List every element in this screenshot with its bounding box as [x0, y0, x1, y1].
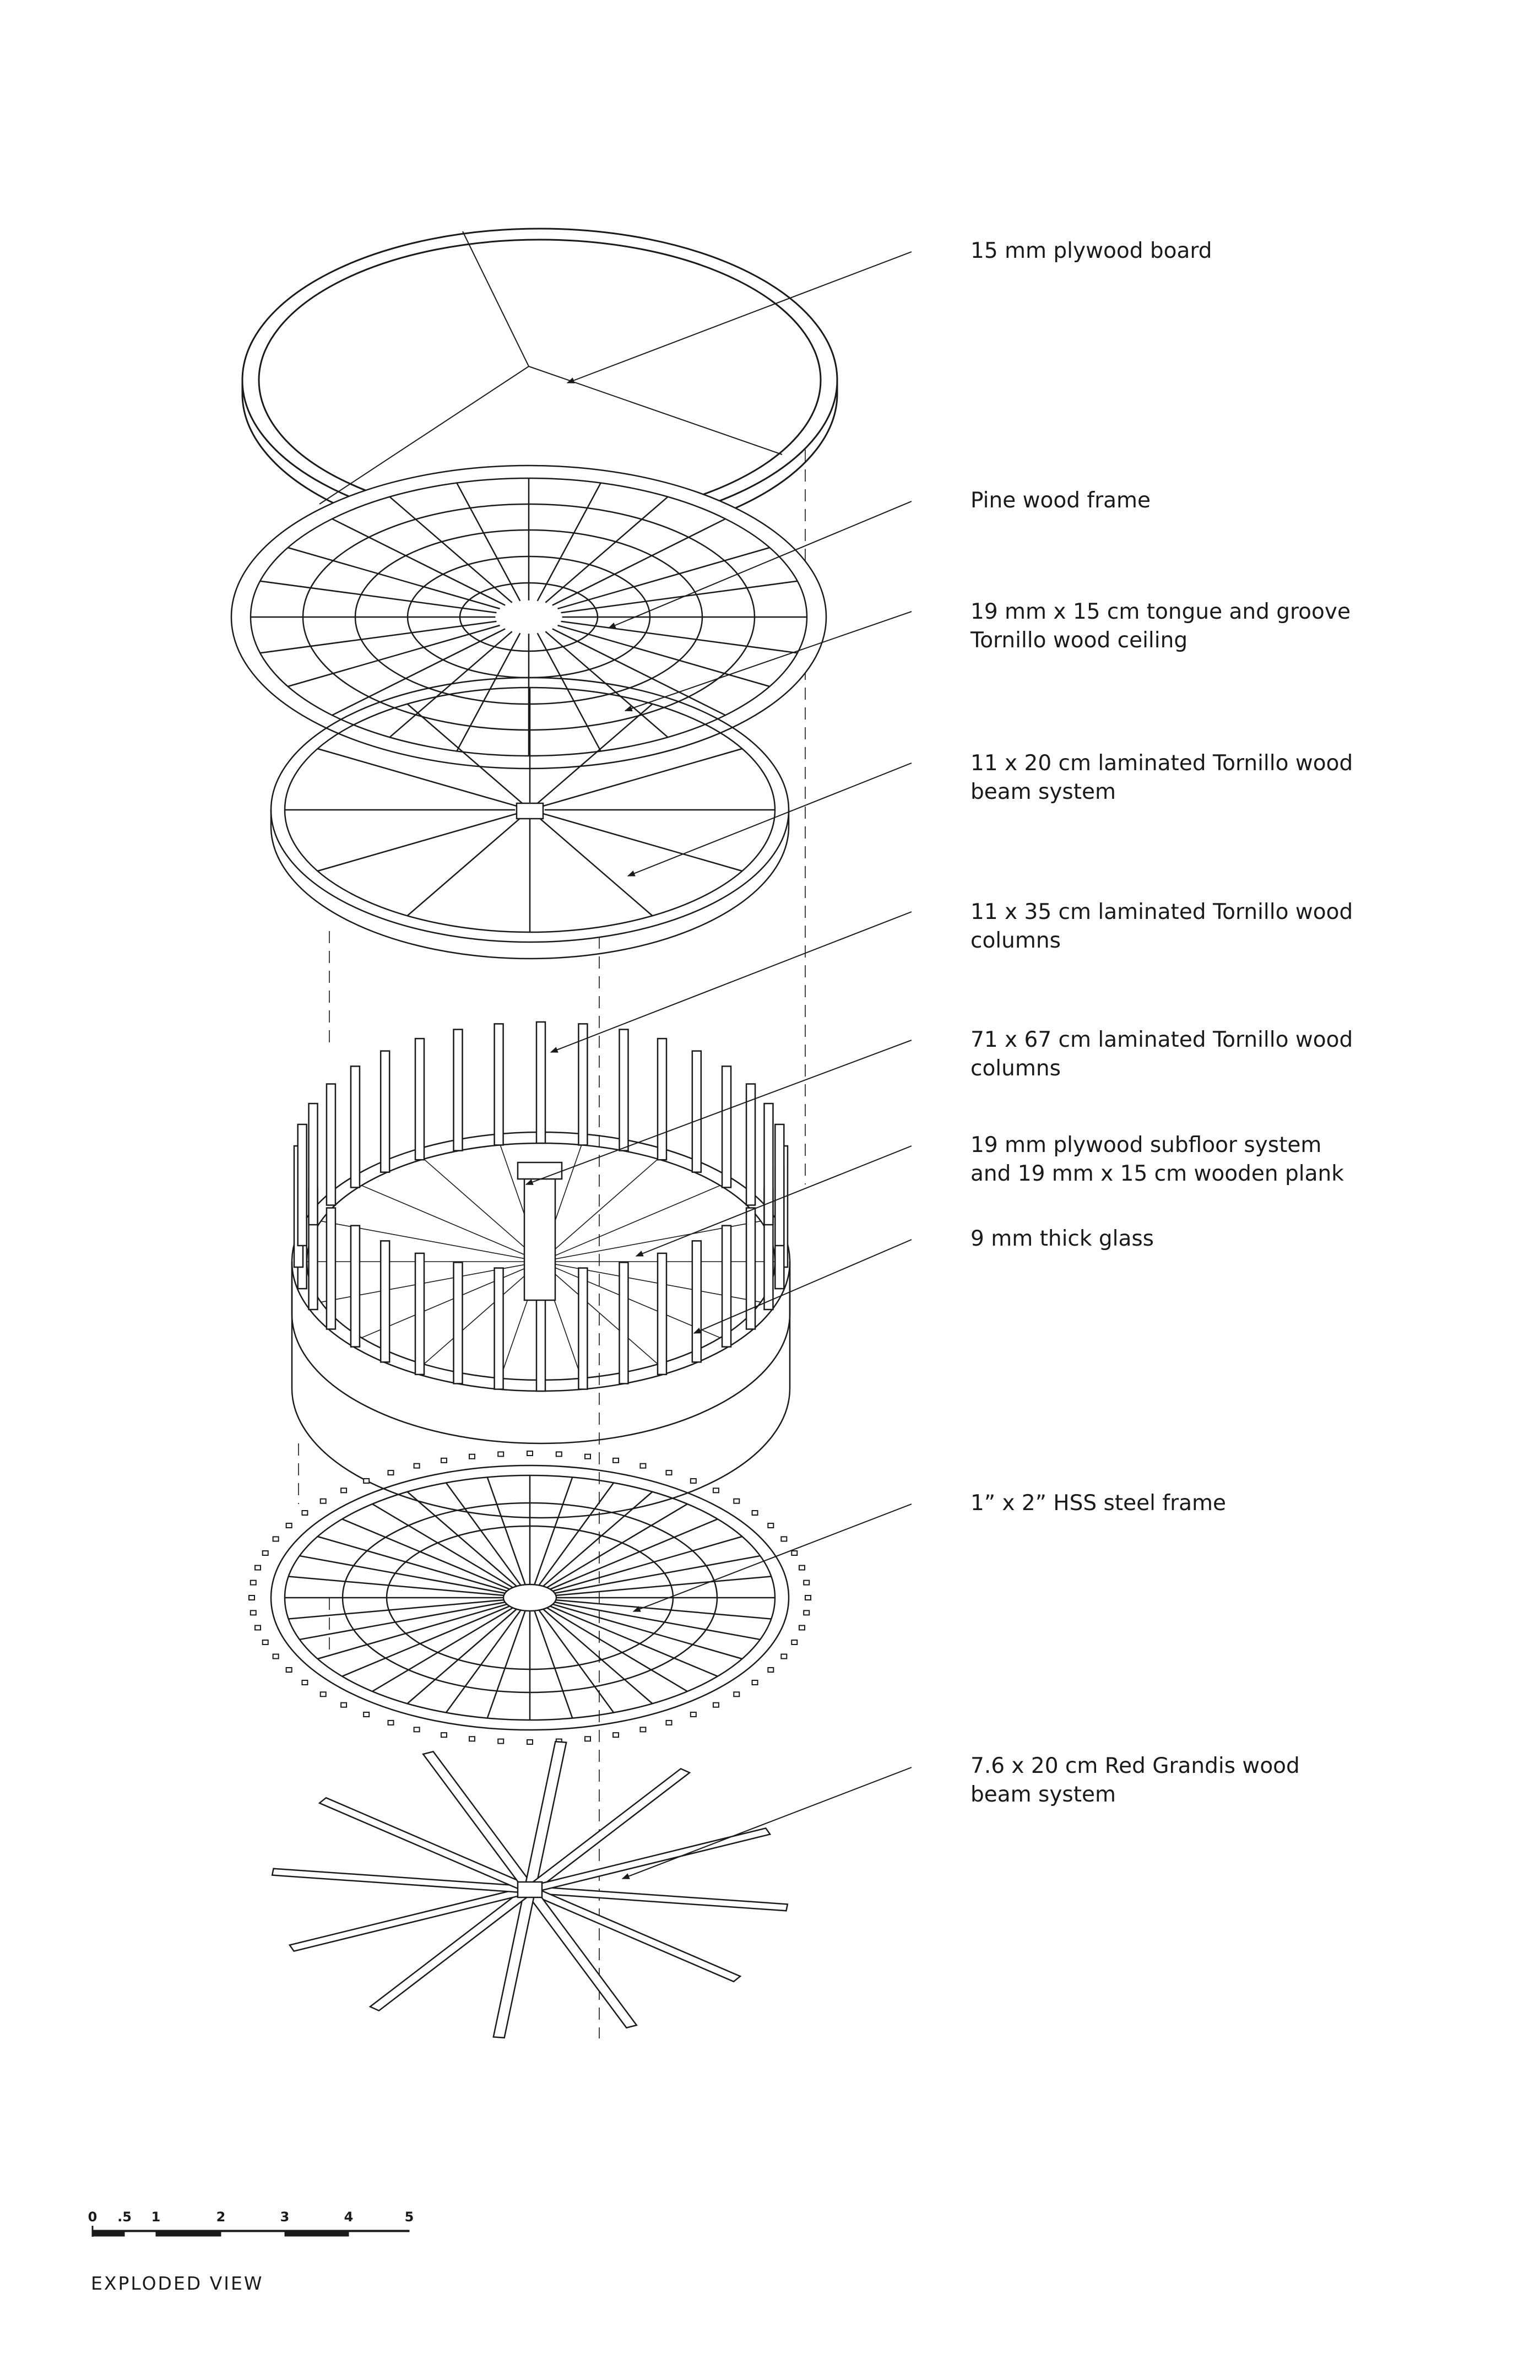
column [775, 1124, 784, 1246]
anchor-bolt [527, 1451, 533, 1456]
anchor-bolt [498, 1739, 503, 1744]
anchor-bolt [286, 1668, 292, 1672]
column [746, 1208, 755, 1329]
view-title: EXPLODED VIEW [91, 2273, 264, 2294]
anchor-bolt [585, 1454, 590, 1459]
steel-member [487, 1611, 525, 1718]
label-beam-system: 11 x 20 cm laminated Tornillo wood beam system [970, 751, 1353, 804]
column [309, 1104, 318, 1225]
layer-grandis-beams [272, 1741, 788, 2038]
scale-bar [93, 2226, 409, 2237]
anchor-bolt [255, 1566, 261, 1570]
anchor-bolt [441, 1733, 447, 1737]
anchor-bolt [249, 1595, 254, 1600]
steel-member [535, 1611, 573, 1718]
column [658, 1253, 666, 1375]
anchor-bolt [321, 1692, 326, 1696]
anchor-bolt [781, 1537, 787, 1541]
anchor-bolt [321, 1499, 326, 1503]
grandis-hub [518, 1882, 542, 1897]
layer-columns-ring [292, 1022, 790, 1518]
steel-member [556, 1576, 771, 1595]
anchor-bolt [469, 1737, 475, 1741]
anchor-bolt [613, 1733, 619, 1737]
column [658, 1038, 666, 1160]
anchor-bolt [691, 1479, 696, 1483]
anchor-bolt [640, 1727, 646, 1732]
anchor-bolt [388, 1721, 394, 1725]
anchor-bolt [768, 1523, 773, 1528]
anchor-bolt [585, 1737, 590, 1741]
anchor-bolt [441, 1458, 447, 1463]
steel-member [543, 1609, 652, 1703]
column [454, 1030, 463, 1151]
anchor-bolt [805, 1595, 811, 1600]
column [381, 1241, 389, 1362]
label-columns-71x67: 71 x 67 cm laminated Tornillo wood columns [970, 1027, 1353, 1081]
anchor-bolt [302, 1680, 307, 1685]
anchor-bolt [273, 1654, 279, 1659]
label-plywood-board: 15 mm plywood board [970, 239, 1212, 263]
anchor-bolt [251, 1610, 256, 1615]
column [495, 1024, 503, 1145]
anchor-bolt [791, 1551, 797, 1555]
column [415, 1253, 424, 1375]
column [619, 1262, 628, 1383]
subfloor-joist [424, 1267, 535, 1364]
column [764, 1104, 773, 1225]
anchor-bolt [388, 1470, 394, 1475]
column [351, 1066, 360, 1187]
anchor-bolt [713, 1703, 719, 1707]
anchor-bolt [666, 1470, 672, 1475]
anchor-bolt [498, 1452, 503, 1456]
anchor-bolt [414, 1727, 420, 1732]
label-subfloor-system: 19 mm plywood subfloor system and 19 mm x 15 cm wooden plank [970, 1133, 1344, 1186]
anchor-bolt [752, 1680, 758, 1685]
label-thick-glass: 9 mm thick glass [970, 1226, 1154, 1251]
column [692, 1241, 701, 1362]
subfloor-joist [547, 1159, 658, 1257]
anchor-bolt [799, 1625, 805, 1630]
anchor-bolt [791, 1640, 797, 1645]
label-hss-steel-frame: 1” x 2” HSS steel frame [970, 1491, 1227, 1516]
anchor-bolt [255, 1625, 261, 1630]
column [327, 1084, 335, 1205]
column [722, 1066, 731, 1187]
anchor-bolt [640, 1464, 646, 1468]
anchor-bolt [613, 1458, 619, 1463]
anchor-bolt [263, 1640, 268, 1645]
ceiling-beam [408, 816, 523, 916]
label-pine-wood-frame: Pine wood frame [970, 488, 1151, 513]
steel-member [556, 1600, 771, 1619]
ceiling-beam [318, 814, 517, 871]
column [536, 1022, 545, 1143]
column [746, 1084, 755, 1205]
column [298, 1124, 307, 1246]
column [692, 1051, 701, 1172]
steel-member [487, 1477, 525, 1584]
anchor-bolt [804, 1610, 809, 1615]
anchor-bolt [527, 1740, 533, 1744]
column [351, 1226, 360, 1347]
ceiling-beam [537, 816, 652, 916]
layer-steel-frame [249, 1451, 811, 1744]
anchor-bolt [341, 1703, 346, 1707]
subfloor-joist [547, 1267, 658, 1364]
steel-member [289, 1576, 503, 1595]
anchor-bolt [251, 1581, 256, 1585]
anchor-bolt [691, 1712, 696, 1717]
column [454, 1262, 463, 1383]
anchor-bolt [734, 1692, 739, 1696]
label-columns-11x35: 11 x 35 cm laminated Tornillo wood columns [970, 900, 1353, 953]
scale-tick-1: 1 [151, 2209, 161, 2225]
steel-member [535, 1477, 573, 1584]
anchor-bolt [804, 1581, 809, 1585]
anchor-bolt [666, 1721, 672, 1725]
column [415, 1038, 424, 1160]
column [578, 1024, 587, 1145]
anchor-bolt [734, 1499, 739, 1503]
steel-member [289, 1600, 503, 1619]
scale-tick-half: .5 [117, 2209, 132, 2225]
label-red-grandis-beams: 7.6 x 20 cm Red Grandis wood beam system [970, 1754, 1300, 1807]
column [327, 1208, 335, 1329]
anchor-bolt [768, 1668, 773, 1672]
anchor-bolt [752, 1511, 758, 1515]
anchor-bolt [364, 1712, 369, 1717]
column [722, 1226, 731, 1347]
scale-tick-0: 0 [88, 2209, 97, 2225]
anchor-bolt [414, 1464, 420, 1468]
anchor-bolt [364, 1479, 369, 1483]
anchor-bolt [263, 1551, 268, 1555]
anchor-bolt [286, 1523, 292, 1528]
column [619, 1030, 628, 1151]
column [495, 1268, 503, 1389]
anchor-bolt [799, 1566, 805, 1570]
steel-member [543, 1492, 652, 1586]
scale-tick-5: 5 [404, 2209, 414, 2225]
scale-tick-4: 4 [344, 2209, 354, 2225]
anchor-bolt [556, 1452, 562, 1456]
anchor-bolt [781, 1654, 787, 1659]
anchor-bolt [273, 1537, 279, 1541]
anchor-bolt [341, 1488, 346, 1492]
anchor-bolt [302, 1511, 307, 1515]
column [381, 1051, 389, 1172]
column [578, 1268, 587, 1389]
steel-member [408, 1609, 517, 1703]
layer-pine-frame [231, 466, 826, 769]
scale-tick-2: 2 [216, 2209, 226, 2225]
scale-tick-3: 3 [280, 2209, 290, 2225]
label-tongue-groove-ceiling: 19 mm x 15 cm tongue and groove Tornillo wood ceiling [970, 599, 1351, 653]
anchor-bolt [469, 1454, 475, 1459]
steel-member [408, 1492, 517, 1586]
anchor-bolt [713, 1488, 719, 1492]
